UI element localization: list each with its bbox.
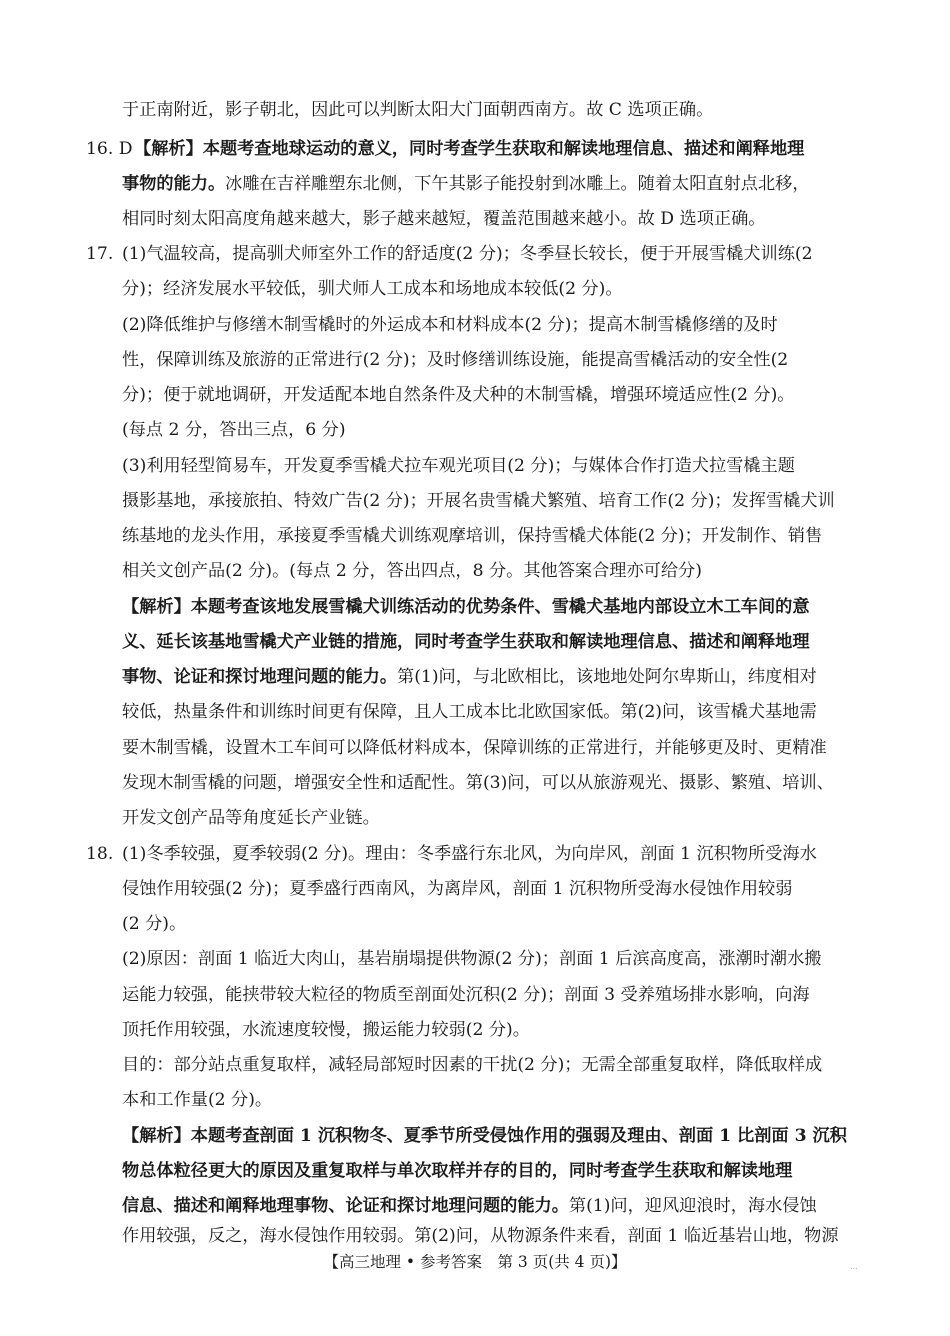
text-line: 分)；便于就地调研，开发适配本地自然条件及犬种的木制雪橇，增强环境适应性(2 分)。: [122, 385, 795, 405]
text-line: 性，保障训练及旅游的正常进行(2 分)；及时修缮训练设施，能提高雪橇活动的安全性(2: [122, 350, 789, 370]
text-line: (2 分)。: [122, 914, 187, 934]
analysis-line: [134, 138, 804, 162]
text-line: (1)冬季较强，夏季较弱(2 分)。理由：冬季盛行东北风，为向岸风，剖面 1 沉积物所受海水: [122, 844, 817, 864]
analysis-text: 本题考查剖面 1 沉积物冬、夏季节所受侵蚀作用的强弱及理由、剖面 1 比剖面 3 沉积: [190, 1126, 847, 1146]
text-line: (2)降低维护与修缮木制雪橇时的外运成本和材料成本(2 分)；提高木制雪橇修缮的及时: [122, 315, 778, 335]
text-line: (每点 2 分，答出三点，6 分): [122, 420, 346, 440]
text-line: 于正南附近，影子朝北，因此可以判断太阳大门面朝西南方。故 C 选项正确。: [122, 100, 714, 120]
analysis-text: 义、延长该基地雪橇犬产业链的措施，同时考查学生获取和解读地理信息、描述和阐释地理: [122, 632, 810, 652]
text-line: 要木制雪橇，设置木工车间可以降低材料成本，保障训练的正常进行，并能够更及时、更精准: [122, 738, 827, 758]
analysis-line: [122, 1125, 847, 1149]
analysis-line: [122, 596, 810, 620]
text-line: (3)利用轻型简易车，开发夏季雪橇犬拉车观光项目(2 分)；与媒体合作打造犬拉雪橇主题: [122, 456, 795, 476]
text-line: 相同时刻太阳高度角越来越大，影子越来越短，覆盖范围越来越小。故 D 选项正确。: [122, 209, 766, 229]
corner-mark: ...: [850, 1262, 858, 1271]
text-line: 分)；经济发展水平较低，驯犬师人工成本和场地成本较低(2 分)。: [122, 279, 623, 299]
analysis-text: 第(1)问，与北欧相比，该地地处阿尔卑斯山，纬度相对: [397, 667, 817, 687]
analysis-line: [122, 173, 810, 197]
analysis-text: 物总体粒径更大的原因及重复取样与单次取样并存的目的，同时考查学生获取和解读地理: [122, 1161, 793, 1181]
analysis-text: 本题考查地球运动的意义，同时考查学生获取和解读地理信息、描述和阐释地理: [202, 139, 805, 159]
text-line: 侵蚀作用较强(2 分)；夏季盛行西南风，为离岸风，剖面 1 沉积物所受海水侵蚀作用较弱: [122, 879, 793, 899]
analysis-line: [122, 666, 817, 690]
text-line: 相关文创产品(2 分)。(每点 2 分，答出四点，8 分。其他答案合理亦可给分): [122, 561, 702, 581]
analysis-tag: 【解析】: [122, 1126, 191, 1146]
text-line: (1)气温较高，提高驯犬师室外工作的舒适度(2 分)；冬季昼长较长，便于开展雪橇犬训练(2: [122, 244, 813, 264]
text-line: 运能力较强，能挟带较大粒径的物质至剖面处沉积(2 分)；剖面 3 受养殖场排水影响，向海: [122, 985, 810, 1005]
analysis-text: 第(1)问，迎风迎浪时，海水侵蚀: [568, 1196, 817, 1216]
text-line: 摄影基地，承接旅拍、特效广告(2 分)；开展名贵雪橇犬繁殖、培育工作(2 分)；发挥雪橇犬训: [122, 491, 835, 511]
analysis-text: 本题考查该地发展雪橇犬训练活动的优势条件、雪橇犬基地内部设立木工车间的意: [190, 597, 810, 617]
analysis-text: 事物、论证和探讨地理问题的能力。: [122, 667, 398, 687]
text-line: (2)原因：剖面 1 临近大肉山，基岩崩塌提供物源(2 分)；剖面 1 后滨高度高，涨潮时潮水搬: [122, 949, 822, 969]
question-number-18: 18.: [86, 844, 114, 864]
text-line: 顶托作用较强，水流速度较慢，搬运能力较弱(2 分)。: [122, 1020, 530, 1040]
text-line: 较低，热量条件和训练时间更有保障，且人工成本比北欧国家低。第(2)问，该雪橇犬基地需: [122, 702, 817, 722]
analysis-line: [122, 1195, 817, 1219]
text-line: 开发文创产品等角度延长产业链。: [122, 808, 380, 828]
analysis-text: 冰雕在吉祥雕塑东北侧，下午其影子能投射到冰雕上。随着太阳直射点北移，: [225, 174, 810, 194]
analysis-text: 信息、描述和阐释地理事物、论证和探讨地理问题的能力。: [122, 1196, 569, 1216]
text-line: 本和工作量(2 分)。: [122, 1090, 273, 1110]
analysis-line: [122, 1160, 792, 1184]
text-line: 发现木制雪橇的问题，增强安全性和适配性。第(3)问，可以从旅游观光、摄影、繁殖、培训、: [122, 773, 834, 793]
question-number-17: 17.: [86, 244, 114, 264]
text-line: 练基地的龙头作用，承接夏季雪橇犬训练观摩培训，保持雪橇犬体能(2 分)；开发制作、销售: [122, 526, 823, 546]
analysis-text: 事物的能力。: [122, 174, 226, 194]
text-line: 目的：部分站点重复取样，减轻局部短时因素的干扰(2 分)；无需全部重复取样，降低取样成: [122, 1055, 823, 1075]
text-line: 作用较强，反之，海水侵蚀作用较弱。第(2)问，从物源条件来看，剖面 1 临近基岩山地，物源: [122, 1226, 839, 1246]
analysis-tag: 【解析】: [134, 139, 203, 159]
page-footer: 【高三地理 • 参考答案 第 3 页(共 4 页)】: [323, 1253, 627, 1271]
analysis-tag: 【解析】: [122, 597, 191, 617]
analysis-line: [122, 631, 810, 655]
question-number-16: 16. D: [86, 139, 133, 159]
